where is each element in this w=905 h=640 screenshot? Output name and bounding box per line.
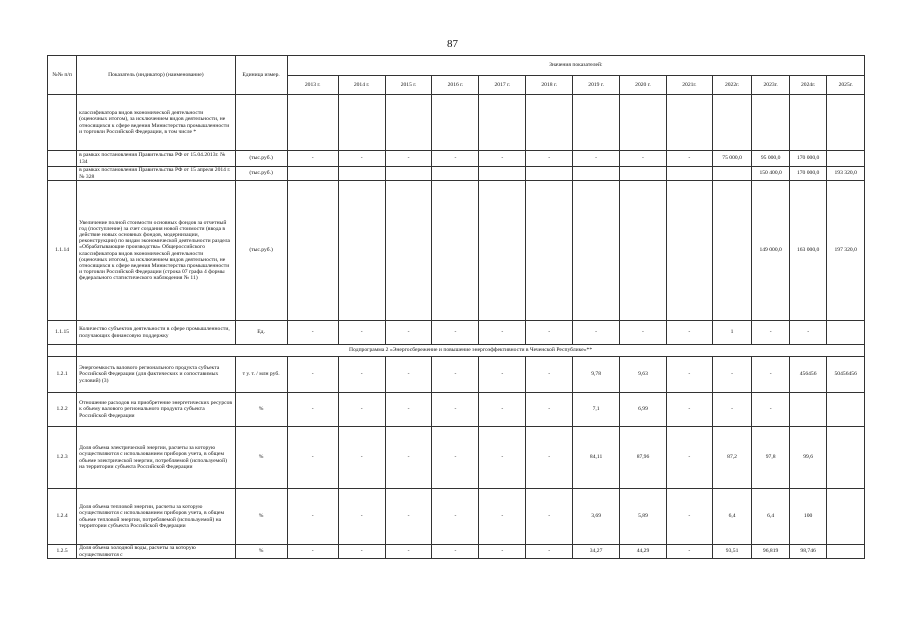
row-value [526,167,573,181]
row-value: - [287,545,338,559]
table-body-subprogram-1 [48,95,865,345]
header-year: 2019 г. [573,76,620,95]
row-value [338,95,385,151]
row-value: - [479,151,526,167]
row-value: 100 [789,489,827,545]
row-value: - [479,427,526,489]
row-value [666,181,712,321]
row-indicator-name: Доля объема тепловой энергии, расчеты за которую осуществляются с использованием приборов учета, в общем объеме тепловой энергии, потребляемой (используемой) на территории субъекта Российской Федерации [77,489,235,545]
row-value: - [479,357,526,393]
row-num: 1.2.5 [48,545,77,559]
row-indicator-name: классификатора видов экономической деятельности (оценочных итогом), за исключением видов деятельности, не относящихся к сфере ведения Министерства промышленности и торговли Российской Федерации, в том числе * [77,95,235,151]
row-value: - [385,357,432,393]
row-num [48,95,77,151]
row-value: 87,2 [712,427,752,489]
row-indicator-name: Доля объема электрической энергии, расчеты за которую осуществляются с использованием приборов учета, в общем объеме электрической энергии, потребляемой (используемой) на территории субъекта Российской Федерации [77,427,235,489]
row-value: - [526,545,573,559]
row-value: - [620,151,667,167]
row-num: 1.2.4 [48,489,77,545]
row-value: 93,51 [712,545,752,559]
page-number: 87 [447,38,458,50]
row-value: - [526,357,573,393]
row-value: 87,96 [620,427,667,489]
row-value [666,167,712,181]
row-value: - [338,151,385,167]
row-value: 170 000,0 [789,151,827,167]
row-value [526,95,573,151]
row-value: - [573,321,620,345]
row-value: 84,11 [573,427,620,489]
row-unit: (тыс.руб.) [235,167,287,181]
header-year: 2016 г. [432,76,479,95]
row-value: - [338,545,385,559]
row-value: 44,29 [620,545,667,559]
row-value: - [432,545,479,559]
row-value: - [573,151,620,167]
row-value [287,95,338,151]
row-value: - [338,321,385,345]
row-value [338,181,385,321]
row-indicator-name: Энергоемкость валового регионального продукта субъекта Российской Федерации (для фактических и сопоставимых условий) (3) [77,357,235,393]
row-value [712,95,752,151]
row-indicator-name: в рамках постановления Правительства РФ от 15 апреля 2014 г. № 328 [77,167,235,181]
row-value [479,181,526,321]
row-value [789,95,827,151]
row-unit: % [235,427,287,489]
row-value: - [526,489,573,545]
row-value [573,181,620,321]
row-indicator-name: в рамках постановления Правительства РФ от 15.04.2013г. № 134 [77,151,235,167]
table-row [48,95,865,151]
row-value [620,181,667,321]
table-row [48,321,865,345]
row-value [827,427,865,489]
header-year: 2022г. [712,76,752,95]
row-indicator-name: Доля объема холодной воды, расчеты за которую осуществляются с [77,545,235,559]
row-indicator-name: Отношение расходов на приобретение энергетических ресурсов к объему валового регионального продукта субъекта Российской Федерации [77,393,235,427]
row-num: 1.2.2 [48,393,77,427]
row-value: - [338,357,385,393]
subprogram-num-cell [48,345,77,357]
row-value: - [287,357,338,393]
row-unit: (тыс.руб.) [235,151,287,167]
row-value [712,167,752,181]
row-value: - [385,489,432,545]
row-value: 150 400,0 [752,167,790,181]
row-value [666,95,712,151]
row-value [827,95,865,151]
header-indicator: Показатель (индикатор) (наименование) [77,56,235,95]
row-value: - [666,151,712,167]
row-value: 193 320,0 [827,167,865,181]
row-value [385,181,432,321]
row-value: - [432,151,479,167]
header-unit: Единица измер. [235,56,287,95]
row-value: - [712,357,752,393]
row-unit [235,95,287,151]
row-value: - [432,393,479,427]
table-row [48,393,865,427]
row-value: - [287,393,338,427]
row-value: 97,8 [752,427,790,489]
row-value [385,167,432,181]
header-year: 2013 г. [287,76,338,95]
row-value: - [385,321,432,345]
row-value: - [479,489,526,545]
row-value [479,95,526,151]
indicators-table [47,55,865,559]
row-value: - [385,427,432,489]
row-value: 6,4 [712,489,752,545]
row-value: 149 000,0 [752,181,790,321]
row-value: - [479,545,526,559]
row-value: - [287,427,338,489]
row-value: 9,78 [573,357,620,393]
row-value [712,181,752,321]
row-value: - [287,151,338,167]
row-value [385,95,432,151]
row-value: - [666,427,712,489]
row-num: 1.2.1 [48,357,77,393]
row-num: 1.1.15 [48,321,77,345]
row-value: - [287,321,338,345]
row-value [789,393,827,427]
row-unit: % [235,545,287,559]
row-unit: % [235,489,287,545]
row-value [827,545,865,559]
row-value: - [666,357,712,393]
row-value: - [712,393,752,427]
table-row [48,427,865,489]
row-unit: т у. т. / млн руб. [235,357,287,393]
header-year: 2023г. [752,76,790,95]
row-value: - [752,393,790,427]
row-value: - [432,357,479,393]
row-value [479,167,526,181]
row-value: 163 000,0 [789,181,827,321]
row-value [827,151,865,167]
subprogram-header-section [48,345,865,357]
row-num: 1.1.14 [48,181,77,321]
row-value: - [666,393,712,427]
row-unit: Ед. [235,321,287,345]
row-value [827,321,865,345]
row-value: - [526,427,573,489]
row-value: - [666,321,712,345]
row-value: - [526,321,573,345]
row-value [287,167,338,181]
row-value [432,95,479,151]
header-year: 2024г. [789,76,827,95]
row-value: 7,1 [573,393,620,427]
row-value: 99,6 [789,427,827,489]
table-row [48,489,865,545]
row-unit: % [235,393,287,427]
header-year: 2020 г. [620,76,667,95]
row-value: 98,746 [789,545,827,559]
row-value: - [789,321,827,345]
row-value [287,181,338,321]
row-value: - [432,489,479,545]
row-value: - [479,321,526,345]
row-unit: (тыс.руб.) [235,181,287,321]
row-value: - [338,393,385,427]
row-indicator-name: Количество субъектов деятельности в сфере промышленности, получающих финансовую поддержку [77,321,235,345]
row-value: - [752,357,790,393]
row-value: 9,63 [620,357,667,393]
row-value [620,95,667,151]
row-value: 95 000,0 [752,151,790,167]
subprogram-title: Подпрограмма 2 «Энергосбережение и повышение энергоэффективности в Чеченской Республике»** [77,345,865,357]
row-value: - [287,489,338,545]
header-year: 2014 г. [338,76,385,95]
header-year: 2025г. [827,76,865,95]
header-year: 2018 г. [526,76,573,95]
row-value [573,95,620,151]
table-row [48,181,865,321]
row-value [432,167,479,181]
row-value [526,181,573,321]
row-indicator-name: Увеличение полной стоимости основных фондов за отчетный год (поступление) за счет создания новой стоимости (ввода в действие новых основных фондов, модернизации, реконструкции) по видам экономической деятельности раздела «Обрабатывающие производства» Общероссийского классификатора видов экономической деятельности (оценочных итогом), за исключением видов деятельности, не относящихся к сфере ведения Министерства промышленности и торговли Российской Федерации (строка 07 графа 4 формы федерального статистического наблюдения № 11) [77,181,235,321]
row-value: - [526,151,573,167]
row-num [48,151,77,167]
row-value [827,393,865,427]
row-value: - [666,545,712,559]
header-year: 2017 г. [479,76,526,95]
table-row [48,151,865,167]
table-row [48,167,865,181]
row-num: 1.2.3 [48,427,77,489]
row-value: - [385,545,432,559]
row-value [620,167,667,181]
row-value: 6,4 [752,489,790,545]
header-year: 2021г. [666,76,712,95]
row-value [338,167,385,181]
row-value [432,181,479,321]
row-value: - [385,151,432,167]
row-value: - [526,393,573,427]
row-value: 1 [712,321,752,345]
row-value: 170 000,0 [789,167,827,181]
table-row [48,545,865,559]
row-num [48,167,77,181]
row-value: 75 000,0 [712,151,752,167]
row-value: 96,819 [752,545,790,559]
row-value: - [479,393,526,427]
row-value: 50456456 [827,357,865,393]
row-value: 5,89 [620,489,667,545]
row-value: - [338,427,385,489]
row-value: - [385,393,432,427]
row-value: - [338,489,385,545]
row-value [752,95,790,151]
table-body-subprogram-2 [48,357,865,559]
row-value: 197 320,0 [827,181,865,321]
row-value: - [752,321,790,345]
row-value [827,489,865,545]
row-value: 34,27 [573,545,620,559]
table-row [48,357,865,393]
header-year: 2015 г. [385,76,432,95]
header-num: №№ п/п [48,56,77,95]
row-value: 456456 [789,357,827,393]
row-value: 6,99 [620,393,667,427]
row-value: - [666,489,712,545]
row-value: 3,69 [573,489,620,545]
row-value: - [432,321,479,345]
header-values: Значения показателей: [287,56,864,76]
row-value: - [620,321,667,345]
row-value: - [432,427,479,489]
row-value [573,167,620,181]
